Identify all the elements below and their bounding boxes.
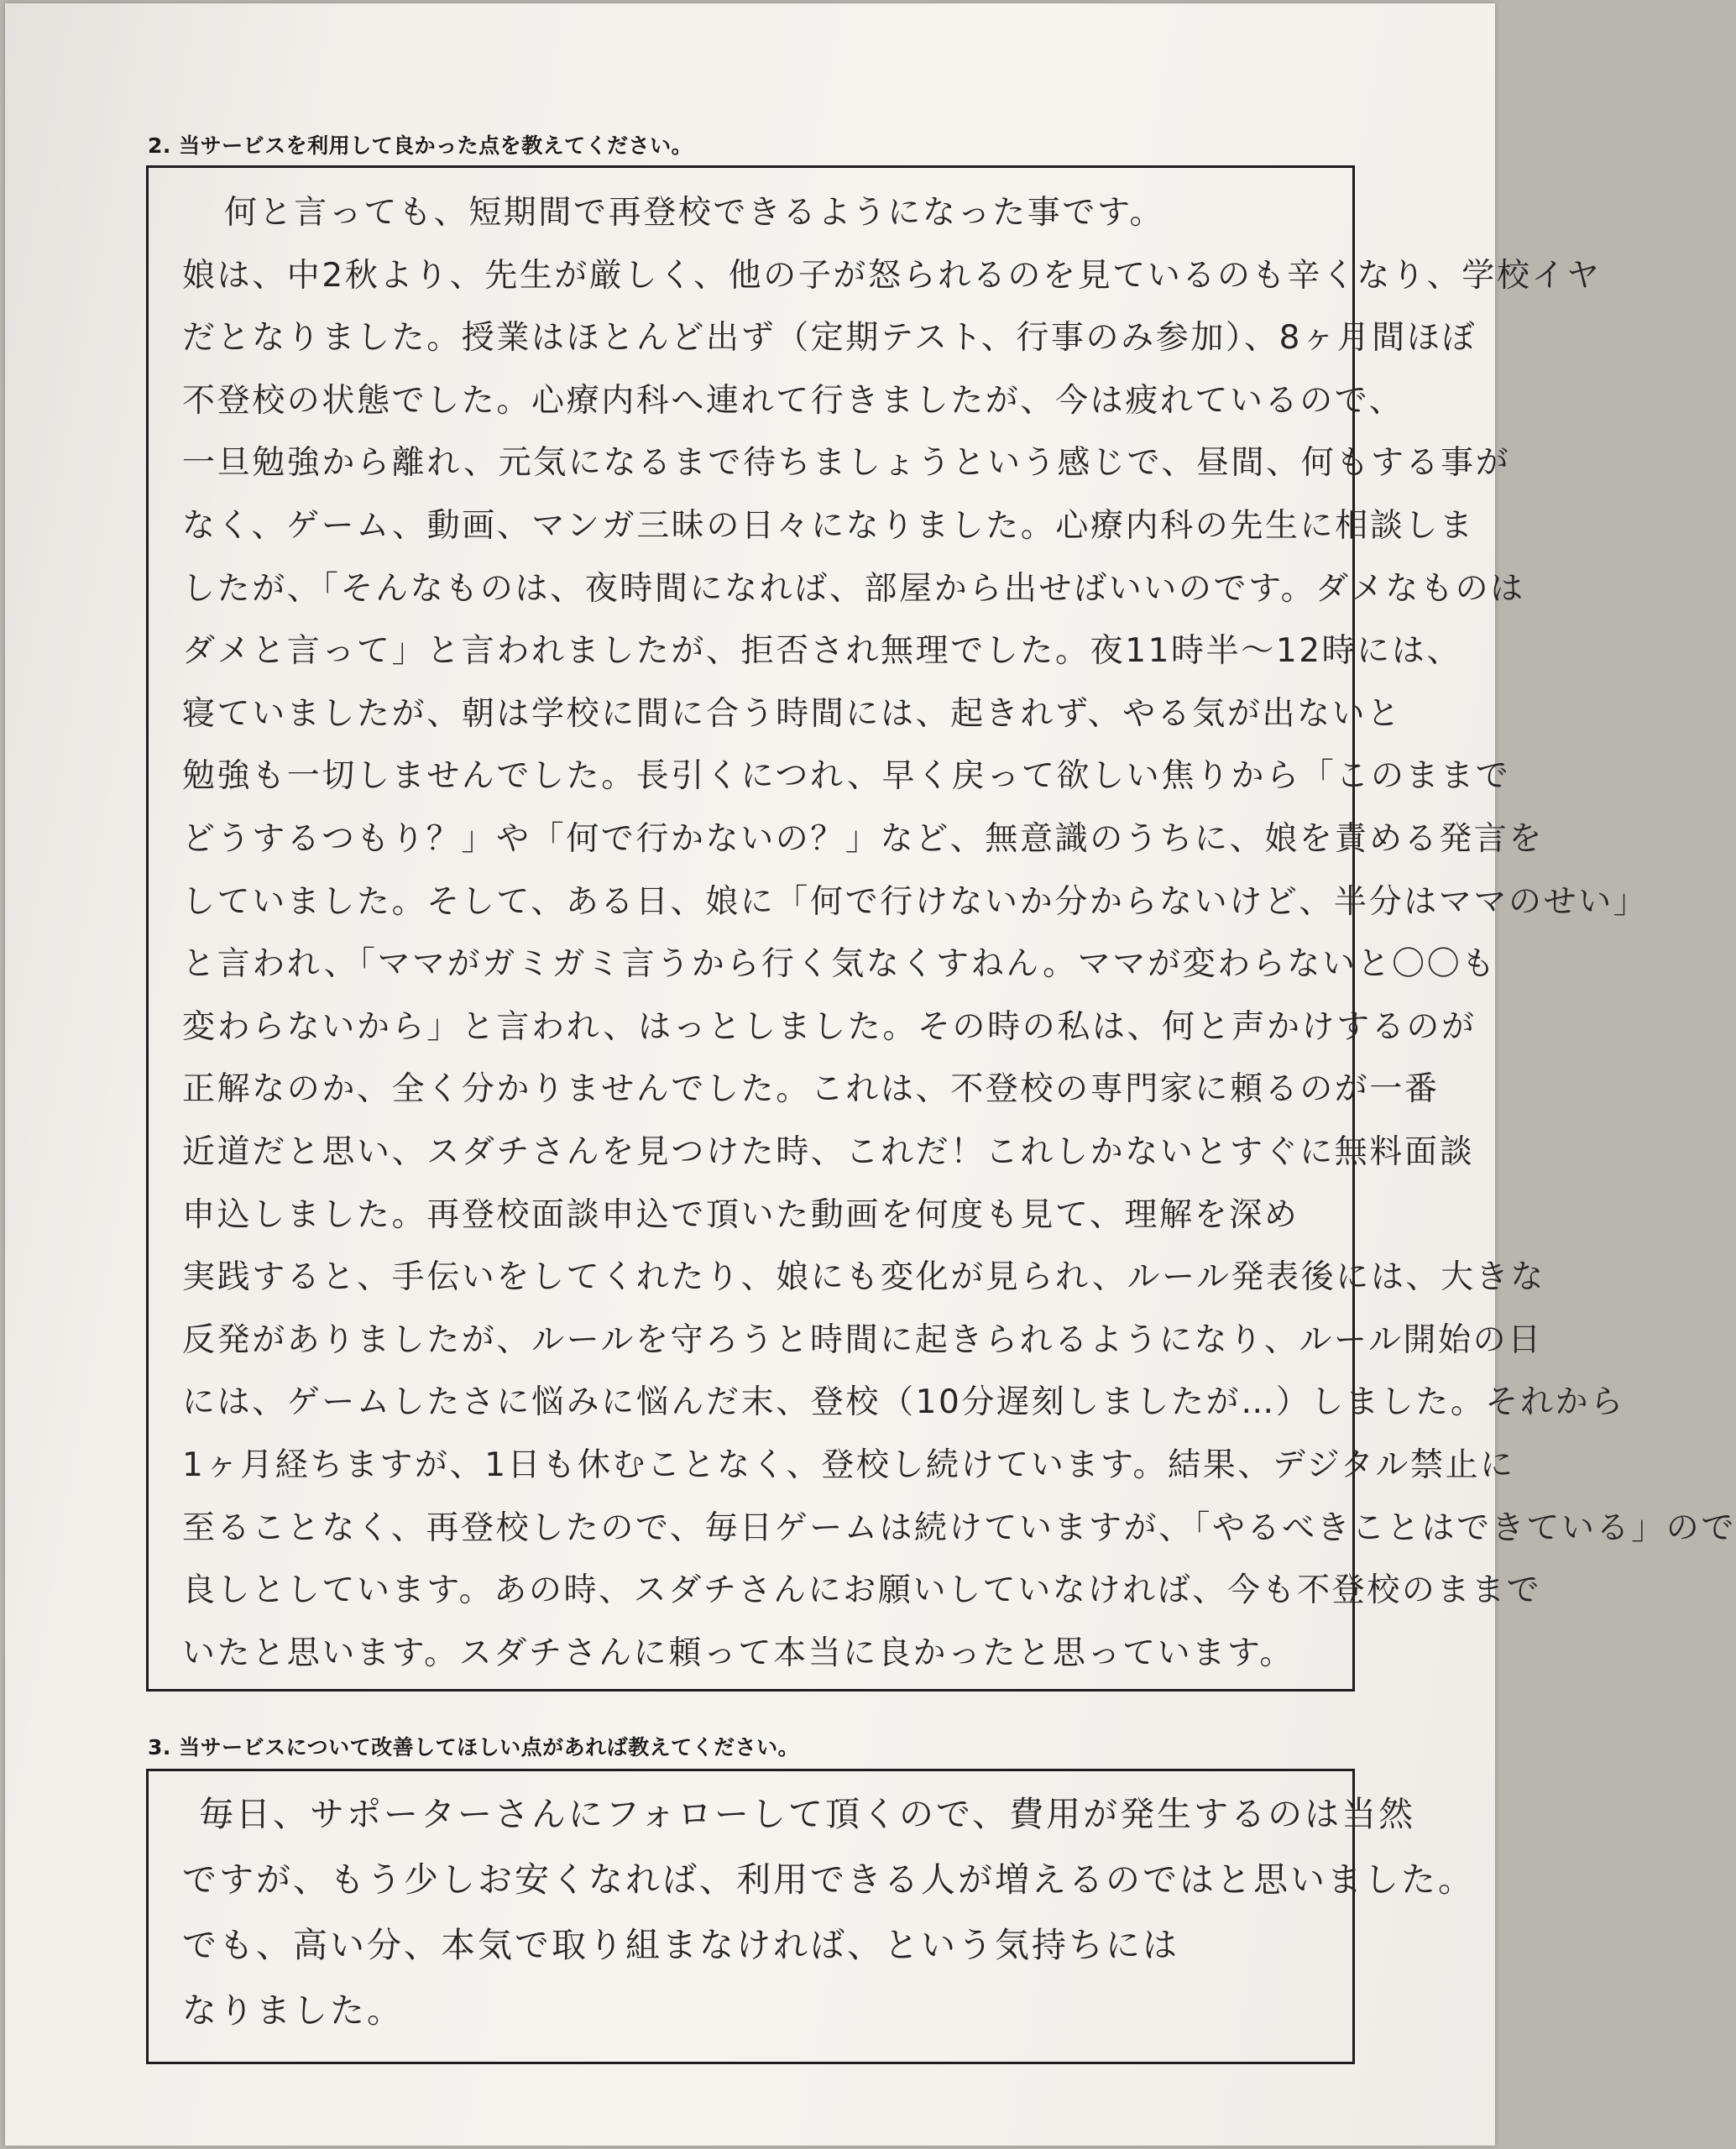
- handwritten-line: 一旦勉強から離れ、元気になるまで待ちましょうという感じで、昼間、何もする事が: [182, 444, 1511, 483]
- handwritten-line: していました。そして、ある日、娘に「何で行けないか分からないけど、半分はママのせい」: [182, 882, 1649, 921]
- handwritten-line: 正解なのか、全く分かりませんでした。これは、不登校の専門家に頼るのが一番: [182, 1070, 1440, 1109]
- handwritten-line: 寝ていましたが、朝は学校に間に合う時間には、起きれず、やる気が出ないと: [182, 694, 1402, 733]
- handwritten-line: ダメと言って」と言われましたが、拒否され無理でした。夜11時半～12時には、: [182, 632, 1462, 671]
- section-2-heading: 2. 当サービスを利用して良かった点を教えてください。: [148, 133, 693, 158]
- handwritten-line: 1ヶ月経ちますが、1日も休むことなく、登校し続けています。結果、デジタル禁止に: [182, 1446, 1515, 1484]
- handwritten-line: なく、ゲーム、動画、マンガ三昧の日々になりました。心療内科の先生に相談しま: [182, 507, 1475, 545]
- handwritten-line: 良しとしています。あの時、スダチさんにお願いしていなければ、今も不登校のままで: [182, 1571, 1542, 1610]
- handwritten-line: でも、高い分、本気で取り組まなければ、という気持ちには: [182, 1925, 1179, 1965]
- section-3-answer-box: [146, 1769, 1475, 2064]
- handwritten-line: 至ることなく、再登校したので、毎日ゲームは続けていますが、「やるべきことはできている」ので: [182, 1508, 1736, 1547]
- handwritten-line: 不登校の状態でした。心療内科へ連れて行きましたが、今は疲れているので、: [182, 381, 1404, 420]
- handwritten-line: 近道だと思い、スダチさんを見つけた時、これだ！これしかないとすぐに無料面談: [182, 1133, 1475, 1171]
- handwritten-line: したが、「そんなものは、夜時間になれば、部屋から出せばいいのです。ダメなものは: [182, 569, 1525, 608]
- handwritten-line: 娘は、中2秋より、先生が厳しく、他の子が怒られるのを見ているのも辛くなり、学校イヤ: [182, 256, 1602, 295]
- handwritten-line: 変わらないから」と言われ、はっとしました。その時の私は、何と声かけするのが: [182, 1007, 1477, 1046]
- handwritten-line: だとなりました。授業はほとんど出ず（定期テスト、行事のみ参加）、8ヶ月間ほぼ: [182, 319, 1477, 358]
- handwritten-line: 何と言っても、短期間で再登校できるようになった事です。: [224, 194, 1165, 232]
- handwritten-line: ですが、もう少しお安くなれば、利用できる人が増えるのではと思いました。: [182, 1859, 1475, 1900]
- handwritten-line: 実践すると、手伝いをしてくれたり、娘にも変化が見られ、ルール発表後には、大きな: [182, 1258, 1545, 1297]
- handwritten-line: どうするつもり？」や「何で行かないの？」など、無意識のうちに、娘を責める発言を: [182, 820, 1545, 858]
- section-2-answer-box: [146, 165, 1736, 1691]
- handwritten-line: なりました。: [182, 1990, 404, 2031]
- handwritten-line: には、ゲームしたさに悩みに悩んだ末、登校（10分遅刻しましたが…）しました。それから: [182, 1383, 1625, 1422]
- handwritten-line: いたと思います。スダチさんに頼って本当に良かったと思っています。: [182, 1634, 1294, 1672]
- handwritten-line: と言われ、「ママがガミガミ言うから行く気なくすねん。ママが変わらないと〇〇も: [182, 945, 1497, 984]
- handwritten-line: 毎日、サポーターさんにフォローして頂くので、費用が発生するのは当然: [199, 1794, 1416, 1834]
- section-3-heading: 3. 当サービスについて改善してほしい点があれば教えてください。: [148, 1735, 800, 1759]
- survey-sheet: [5, 3, 1736, 2146]
- handwritten-line: 申込しました。再登校面談申込で頂いた動画を何度も見て、理解を深め: [182, 1195, 1299, 1234]
- handwritten-line: 勉強も一切しませんでした。長引くにつれ、早く戻って欲しい焦りから「このままで: [182, 757, 1511, 796]
- handwritten-line: 反発がありましたが、ルールを守ろうと時間に起きられるようになり、ルール開始の日: [182, 1320, 1543, 1359]
